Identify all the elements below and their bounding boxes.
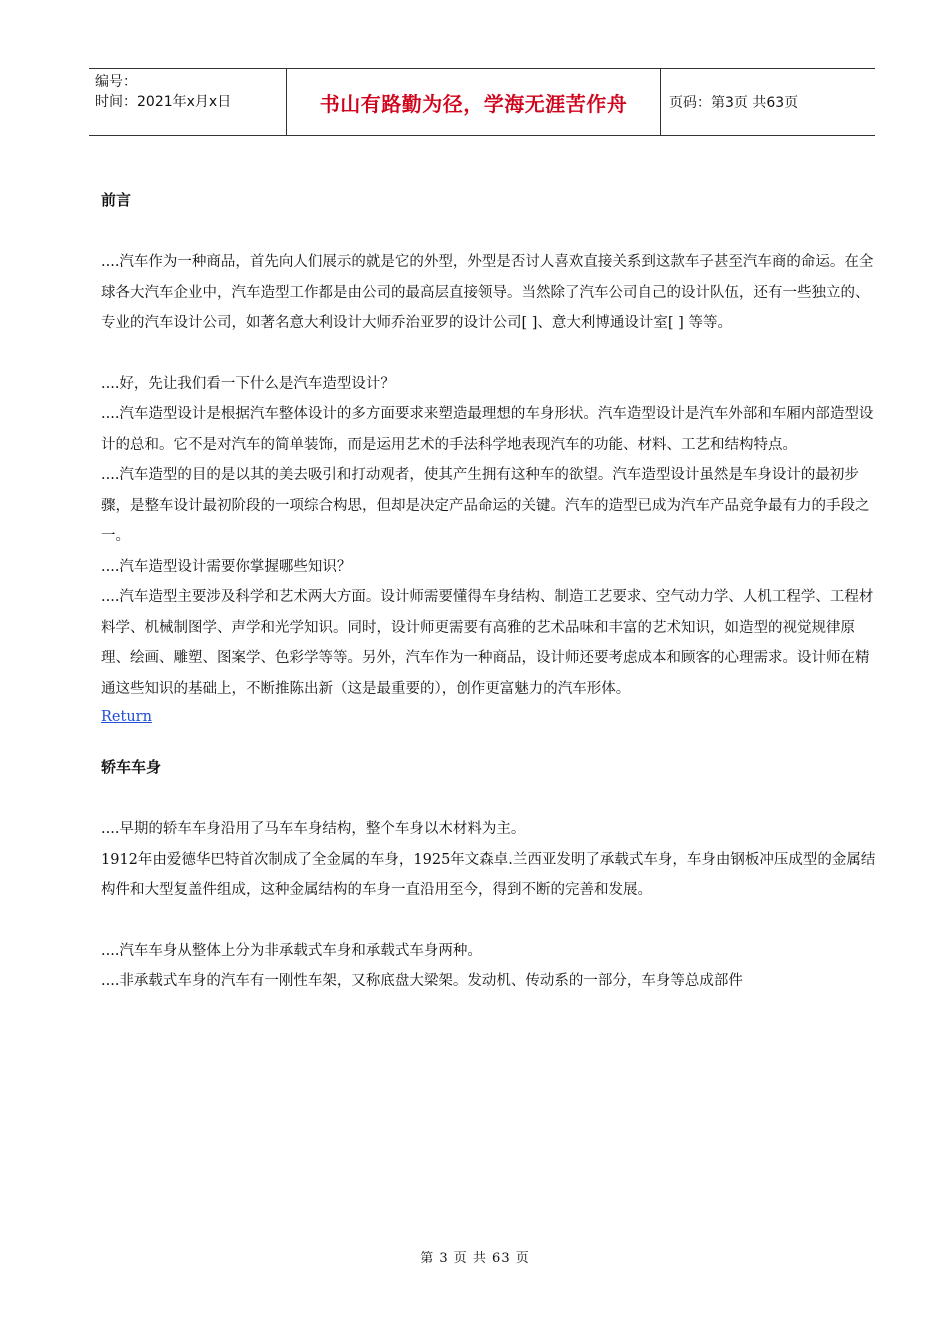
paragraph: ....汽车造型的目的是以其的美去吸引和打动观者，使其产生拥有这种车的欲望。汽车造型设计虽然是车身设计的最初步骤，是整车设计最初阶段的一项综合构思，但却是决定产品命运的关键。汽车的造型已成为汽车产品竞争最有力的手段之一。 xyxy=(101,467,870,544)
number-label: 编号： xyxy=(95,74,137,90)
header-meta xyxy=(89,69,287,135)
section-heading: 轿车车身 xyxy=(101,758,162,776)
section-heading: 前言 xyxy=(101,191,132,209)
header-motto: 书山有路勤为径，学海无涯苦作舟 xyxy=(287,69,661,135)
paragraph: ....汽车造型设计是根据汽车整体设计的多方面要求来塑造最理想的车身形状。汽车造型设计是汽车外部和车厢内部造型设计的总和。它不是对汽车的简单装饰，而是运用艺术的手法科学地表现汽车的功能、材料、工艺和结构特点。 xyxy=(101,406,874,453)
paragraph: ....汽车作为一种商品，首先向人们展示的就是它的外型，外型是否讨人喜欢直接关系到这款车子甚至汽车商的命运。在全球各大汽车企业中，汽车造型工作都是由公司的最高层直接领导。当然除了汽车公司自己的设计队伍，还有一些独立的、专业的汽车设计公司，如著名意大利设计大师乔治亚罗的设计公司[ ]、意大利博通设计室[ ] 等等。 xyxy=(101,254,874,331)
return-link[interactable]: Return xyxy=(101,709,152,725)
paragraph-gap xyxy=(101,339,876,369)
paragraph: ....好，先让我们看一下什么是汽车造型设计？ xyxy=(101,375,395,392)
paragraph: ....汽车造型主要涉及科学和艺术两大方面。设计师需要懂得车身结构、制造工艺要求、空气动力学、人机工程学、工程材料学、机械制图学、声学和光学知识。同时，设计师更需要有高雅的艺术品味和丰富的艺术知识，如造型的视觉规律原理、绘画、雕塑、图案学、色彩学等等。另外，汽车作为一种商品，设计师还要考虑成本和顾客的心理需求。设计师在精通这些知识的基础上，不断推陈出新（这是最重要的），创作更富魅力的汽车形体。 xyxy=(101,589,874,697)
paragraph: 1912年由爱德华巴特首次制成了全金属的车身，1925年文森卓.兰西亚发明了承载式车身，车身由钢板冲压成型的金属结构件和大型复盖件组成，这种金属结构的车身一直沿用至今，得到不断的完善和发展。 xyxy=(101,851,876,898)
paragraph: ....汽车车身从整体上分为非承载式车身和承载式车身两种。 xyxy=(101,942,482,959)
header-page-info: 页码：第3页 共63页 xyxy=(669,95,799,111)
document-body xyxy=(101,185,876,997)
paragraph: ....早期的轿车车身沿用了马车车身结构，整个车身以木材料为主。 xyxy=(101,821,526,837)
page-footer: 第 3 页 共 63 页 xyxy=(420,1251,530,1266)
paragraph: ....非承载式车身的汽车有一刚性车架，又称底盘大梁架。发动机、传动系的一部分，车身等总成部件 xyxy=(101,973,743,989)
date-label: 时间：2021年x月x日 xyxy=(95,94,232,110)
paragraph: ....汽车造型设计需要你掌握哪些知识？ xyxy=(101,558,352,575)
paragraph-gap xyxy=(101,906,876,936)
page-header xyxy=(89,68,875,136)
